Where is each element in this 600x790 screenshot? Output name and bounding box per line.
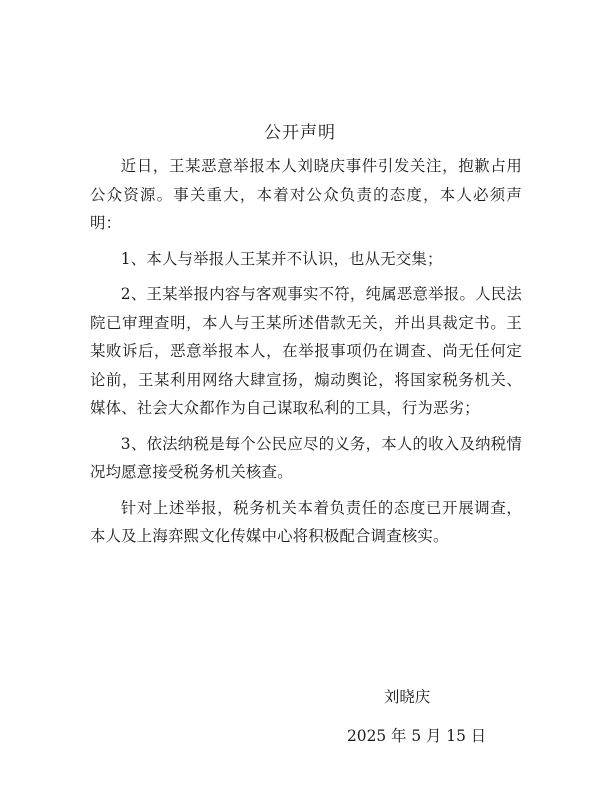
document-date: 2025 年 5 月 15 日 xyxy=(347,727,487,745)
signature: 刘晓庆 xyxy=(384,688,431,706)
paragraph-point-3: 3、依法纳税是每个公民应尽的义务，本人的收入及纳税情况均愿意接受税务机关核查。 xyxy=(90,434,522,481)
paragraph-closing: 针对上述举报，税务机关本着负责任的态度已开展调查，本人及上海弈熙文化传媒中心将积极配合调查核实。 xyxy=(90,498,522,545)
paragraph-intro: 近日，王某恶意举报本人刘晓庆事件引发关注，抱歉占用公众资源。事关重大，本着对公众负责的态度，本人必须声明： xyxy=(90,157,522,232)
paragraph-point-1: 1、本人与举报人王某并不认识，也从无交集； xyxy=(120,249,443,268)
document-body xyxy=(90,152,522,558)
paragraph-point-2: 2、王某举报内容与客观事实不符，纯属恶意举报。人民法院已审理查明，本人与王某所述借款无关，并出具裁定书。王某败诉后，恶意举报本人，在举报事项仍在调查、尚无任何定论前，王某利用网络大肆宣扬，煽动舆论，将国家税务机关、媒体、社会大众都作为自己谋取私利的工具，行为恶劣； xyxy=(90,285,522,417)
document-title: 公开声明 xyxy=(264,123,336,143)
